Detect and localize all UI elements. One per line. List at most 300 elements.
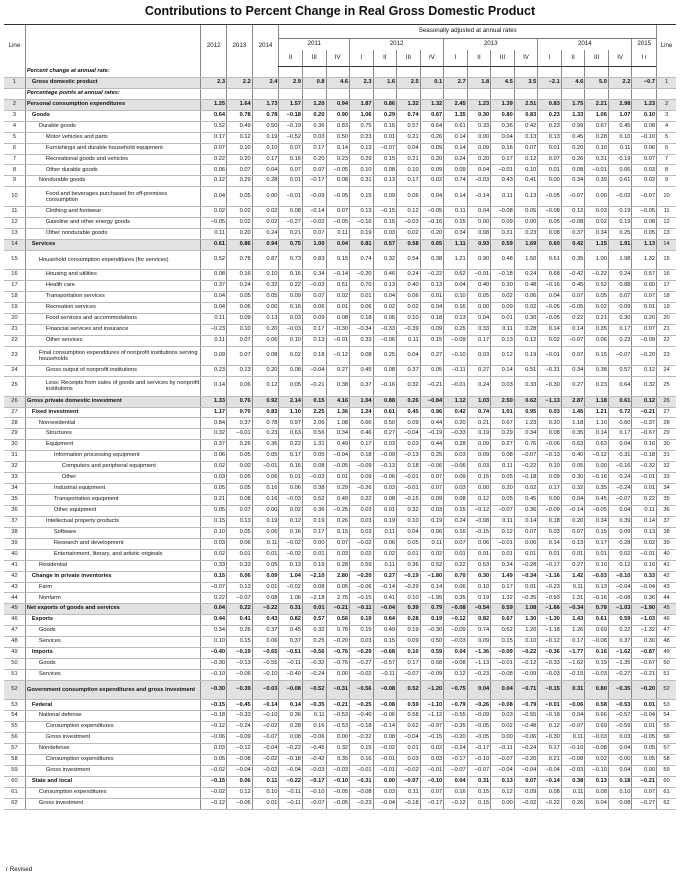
value-cell: 1.23 — [467, 99, 491, 110]
value-cell: 0.64 — [373, 615, 397, 626]
value-cell: −0.09 — [491, 648, 515, 659]
table-row — [4, 777, 676, 788]
value-cell: −0.23 — [538, 582, 562, 593]
value-cell: 0.00 — [467, 484, 491, 495]
value-cell: −0.05 — [585, 505, 609, 516]
value-cell: −0.04 — [491, 766, 515, 777]
row-line-number: 34 — [4, 484, 25, 495]
row-line-number-right: 61 — [657, 787, 676, 798]
row-label: Net exports of goods and services — [25, 604, 200, 615]
value-cell: −0.21 — [632, 777, 657, 788]
row-line-number: 20 — [4, 313, 25, 324]
value-cell: 0.14 — [538, 538, 562, 549]
value-cell: 0.37 — [201, 281, 227, 292]
table-row — [4, 462, 676, 473]
value-cell: 0.78 — [227, 250, 253, 270]
value-cell: 0.70 — [444, 571, 468, 582]
value-cell: 0.04 — [252, 165, 279, 176]
value-cell: −0.04 — [252, 744, 279, 755]
value-cell: 0.09 — [420, 324, 444, 335]
value-cell: 0.57 — [632, 270, 657, 281]
value-cell: 0.04 — [608, 440, 632, 451]
footnote: r Revised — [6, 866, 33, 873]
value-cell: −0.07 — [491, 505, 515, 516]
value-cell: 1.08 — [326, 418, 350, 429]
row-label: Entertainment, literary, and artistic originals — [25, 549, 200, 560]
value-cell: −0.08 — [279, 680, 303, 700]
value-cell: 0.01 — [397, 549, 421, 560]
row-line-number-right: 15 — [657, 250, 676, 270]
value-cell: −0.07 — [302, 798, 326, 809]
value-cell: 0.24 — [467, 377, 491, 397]
value-cell: −0.15 — [420, 733, 444, 744]
table-row — [4, 67, 676, 78]
row-line-number: 11 — [4, 206, 25, 217]
value-cell: 0.18 — [397, 462, 421, 473]
value-cell: −0.09 — [350, 462, 374, 473]
value-cell: 0.16 — [632, 440, 657, 451]
value-cell: 0.45 — [350, 366, 374, 377]
value-cell: 0.37 — [397, 366, 421, 377]
value-cell: 0.17 — [350, 440, 374, 451]
value-cell: −0.79 — [444, 700, 468, 711]
value-cell: 0.12 — [608, 560, 632, 571]
value-cell: 0.01 — [491, 313, 515, 324]
row-line-number: 17 — [4, 281, 25, 292]
value-cell: 0.07 — [227, 346, 253, 366]
value-cell: −0.33 — [227, 711, 253, 722]
value-cell: −0.02 — [350, 538, 374, 549]
row-line-number: 16 — [4, 270, 25, 281]
value-cell: 0.08 — [538, 228, 562, 239]
value-cell: 0.01 — [350, 291, 374, 302]
value-cell: 0.11 — [397, 787, 421, 798]
value-cell: −0.24 — [608, 484, 632, 495]
value-cell: 0.39 — [608, 516, 632, 527]
table-row — [4, 377, 676, 397]
value-cell: 0.58 — [585, 700, 609, 711]
value-cell: 4.6 — [326, 77, 350, 88]
table-row — [4, 495, 676, 506]
value-cell: 0.24 — [608, 473, 632, 484]
row-label: Research and development — [25, 538, 200, 549]
value-cell: 1.17 — [201, 407, 227, 418]
value-cell: −0.20 — [632, 346, 657, 366]
value-cell: 0.46 — [373, 270, 397, 281]
value-cell: 0.05 — [326, 582, 350, 593]
value-cell: 0.12 — [279, 516, 303, 527]
value-cell: 0.21 — [397, 154, 421, 165]
value-cell: 0.32 — [632, 377, 657, 397]
value-cell: −0.08 — [491, 206, 515, 217]
value-cell: 0.09 — [608, 302, 632, 313]
value-cell: 0.32 — [397, 505, 421, 516]
value-cell — [514, 67, 538, 78]
value-cell: 0.22 — [632, 495, 657, 506]
value-cell — [538, 67, 562, 78]
value-cell: 0.00 — [491, 733, 515, 744]
value-cell: 0.03 — [373, 228, 397, 239]
value-cell: 0.52 — [201, 121, 227, 132]
row-line-number: 42 — [4, 571, 25, 582]
quarter-header: I — [350, 50, 374, 67]
value-cell: −0.01 — [279, 187, 303, 207]
value-cell: 0.15 — [444, 505, 468, 516]
value-cell: −0.05 — [326, 165, 350, 176]
row-line-number-right: 24 — [657, 366, 676, 377]
value-cell: −0.53 — [608, 700, 632, 711]
value-cell: 0.05 — [585, 291, 609, 302]
value-cell: 0.22 — [227, 604, 253, 615]
value-cell: 0.18 — [420, 313, 444, 324]
value-cell: 0.08 — [491, 451, 515, 462]
value-cell: −0.07 — [608, 346, 632, 366]
value-cell: 0.03 — [632, 165, 657, 176]
value-cell: 0.07 — [632, 787, 657, 798]
row-line-number: 22 — [4, 335, 25, 346]
value-cell: −0.02 — [252, 755, 279, 766]
value-cell: 0.31 — [350, 176, 374, 187]
value-cell: −0.06 — [201, 733, 227, 744]
value-cell: 0.16 — [302, 722, 326, 733]
row-label: Government consumption expenditures and gross investment — [25, 680, 200, 700]
value-cell: 0.16 — [444, 787, 468, 798]
value-cell: −0.02 — [373, 744, 397, 755]
value-cell: 0.32 — [252, 281, 279, 292]
row-line-number: 23 — [4, 346, 25, 366]
value-cell: 0.04 — [561, 495, 585, 506]
value-cell: 0.01 — [444, 549, 468, 560]
value-cell: 0.19 — [420, 615, 444, 626]
row-line-number-right: 54 — [657, 711, 676, 722]
row-label: Imports — [25, 648, 200, 659]
value-cell: 0.11 — [420, 538, 444, 549]
value-cell: 0.05 — [252, 291, 279, 302]
value-cell: −1.03 — [632, 615, 657, 626]
table-row — [4, 670, 676, 681]
value-cell: 0.83 — [302, 250, 326, 270]
value-cell: 0.83 — [252, 407, 279, 418]
value-cell: −0.34 — [350, 324, 374, 335]
value-cell: 0.31 — [608, 451, 632, 462]
value-cell: 0.64 — [608, 377, 632, 397]
value-cell: 0.06 — [467, 538, 491, 549]
value-cell: 0.15 — [326, 250, 350, 270]
value-cell: 0.63 — [279, 429, 303, 440]
row-line-number-right: 22 — [657, 335, 676, 346]
table-row — [4, 659, 676, 670]
value-cell: 0.12 — [561, 206, 585, 217]
value-cell: 0.13 — [420, 281, 444, 292]
value-cell: 0.03 — [467, 346, 491, 366]
value-cell: 0.25 — [444, 324, 468, 335]
value-cell: −0.06 — [373, 711, 397, 722]
value-cell: 0.28 — [585, 132, 609, 143]
value-cell: 0.13 — [585, 582, 609, 593]
row-label: Furnishings and durable household equipment — [25, 143, 200, 154]
value-cell: 0.01 — [514, 549, 538, 560]
row-line-number-right: 48 — [657, 637, 676, 648]
value-cell: 0.10 — [467, 582, 491, 593]
value-cell: 1.21 — [444, 250, 468, 270]
row-label: Software — [25, 527, 200, 538]
value-cell — [279, 88, 303, 99]
value-cell: 0.08 — [608, 798, 632, 809]
row-line-number-right: 23 — [657, 346, 676, 366]
value-cell: 0.81 — [350, 239, 374, 250]
value-cell: 0.24 — [252, 228, 279, 239]
value-cell: 0.64 — [201, 110, 227, 121]
table-row — [4, 440, 676, 451]
value-cell: 0.20 — [252, 324, 279, 335]
value-cell: −0.07 — [608, 495, 632, 506]
value-cell: 0.50 — [326, 132, 350, 143]
value-cell: 0.01 — [252, 798, 279, 809]
value-cell: 0.36 — [632, 593, 657, 604]
row-line-number-right: 49 — [657, 648, 676, 659]
value-cell: −0.22 — [514, 462, 538, 473]
row-line-number-right: 14 — [657, 239, 676, 250]
value-cell: −0.09 — [227, 733, 253, 744]
row-line-number: 40 — [4, 549, 25, 560]
table-row — [4, 88, 676, 99]
value-cell: 0.09 — [302, 313, 326, 324]
value-cell: 0.32 — [397, 377, 421, 397]
value-cell: 0.02 — [279, 346, 303, 366]
row-line-number: 29 — [4, 429, 25, 440]
value-cell: 0.03 — [397, 755, 421, 766]
value-cell — [350, 67, 374, 78]
row-line-number: 61 — [4, 787, 25, 798]
value-cell: 0.58 — [397, 711, 421, 722]
table-row — [4, 99, 676, 110]
row-label: Gross investment — [25, 733, 200, 744]
value-cell: 0.61 — [373, 407, 397, 418]
value-cell: −0.08 — [444, 659, 468, 670]
value-cell: 0.04 — [467, 313, 491, 324]
value-cell: −0.01 — [373, 755, 397, 766]
value-cell: 0.08 — [326, 176, 350, 187]
value-cell: −0.08 — [227, 755, 253, 766]
value-cell: −0.40 — [201, 648, 227, 659]
row-line-number-right: 43 — [657, 582, 676, 593]
value-cell: 0.15 — [585, 346, 609, 366]
value-cell: 0.84 — [201, 418, 227, 429]
value-cell: −1.10 — [420, 700, 444, 711]
value-cell: 0.26 — [397, 396, 421, 407]
value-cell: −0.02 — [279, 538, 303, 549]
value-cell: 0.07 — [561, 291, 585, 302]
value-cell: 0.13 — [350, 143, 374, 154]
value-cell: 0.22 — [201, 593, 227, 604]
value-cell: 0.92 — [252, 396, 279, 407]
value-cell: 0.03 — [538, 527, 562, 538]
value-cell: 0.45 — [608, 121, 632, 132]
value-cell: 0.13 — [373, 281, 397, 292]
value-cell: 0.17 — [491, 582, 515, 593]
value-cell — [252, 67, 279, 78]
value-cell: 0.04 — [397, 143, 421, 154]
row-line-number: 53 — [4, 700, 25, 711]
value-cell: 0.02 — [585, 755, 609, 766]
value-cell: 0.90 — [326, 110, 350, 121]
value-cell: 0.02 — [397, 228, 421, 239]
value-cell: 0.04 — [561, 711, 585, 722]
value-cell: 0.15 — [585, 527, 609, 538]
row-line-number: 3 — [4, 110, 25, 121]
row-label: Food and beverages purchased for off-premises consumption — [25, 187, 200, 207]
row-label: Information processing equipment — [25, 451, 200, 462]
row-line-number-right: 34 — [657, 484, 676, 495]
value-cell: 0.13 — [514, 187, 538, 207]
value-cell: −0.12 — [444, 615, 468, 626]
value-cell: 0.02 — [585, 302, 609, 313]
row-line-number: 50 — [4, 659, 25, 670]
row-label: Gross private domestic investment — [25, 396, 200, 407]
value-cell: −0.02 — [252, 766, 279, 777]
value-cell: −0.15 — [201, 777, 227, 788]
value-cell: 0.01 — [585, 549, 609, 560]
value-cell — [491, 67, 515, 78]
value-cell: 1.18 — [585, 396, 609, 407]
value-cell: 0.07 — [514, 143, 538, 154]
value-cell: 0.52 — [420, 560, 444, 571]
row-line-number — [4, 88, 25, 99]
quarter-header: IV — [326, 50, 350, 67]
value-cell: −0.17 — [420, 798, 444, 809]
value-cell: −0.15 — [467, 527, 491, 538]
value-cell: 2.25 — [302, 407, 326, 418]
value-cell: 1.21 — [585, 407, 609, 418]
value-cell — [467, 88, 491, 99]
value-cell: −0.12 — [538, 637, 562, 648]
value-cell: 0.31 — [561, 680, 585, 700]
value-cell: 0.06 — [201, 451, 227, 462]
value-cell: −0.02 — [252, 722, 279, 733]
row-label: Change in private inventories — [25, 571, 200, 582]
value-cell: 1.23 — [632, 99, 657, 110]
value-cell: −1.62 — [608, 648, 632, 659]
row-label: Percentage points at annual rates: — [25, 88, 200, 99]
value-cell: 0.44 — [201, 615, 227, 626]
value-cell: 0.09 — [279, 291, 303, 302]
value-cell: −0.10 — [632, 132, 657, 143]
value-cell: 0.22 — [279, 281, 303, 292]
value-cell: 0.36 — [491, 121, 515, 132]
value-cell: 0.01 — [279, 176, 303, 187]
value-cell: −0.08 — [373, 700, 397, 711]
value-cell: 0.17 — [608, 429, 632, 440]
value-cell: 0.14 — [420, 582, 444, 593]
value-cell: 0.46 — [350, 429, 374, 440]
row-line-number-right — [657, 67, 676, 78]
value-cell: 2.06 — [302, 418, 326, 429]
value-cell: 0.00 — [252, 187, 279, 207]
value-cell: 0.57 — [608, 366, 632, 377]
value-cell: 0.07 — [514, 777, 538, 788]
value-cell: 0.27 — [467, 366, 491, 377]
value-cell: 0.03 — [397, 440, 421, 451]
value-cell: −0.23 — [467, 670, 491, 681]
value-cell: 0.07 — [302, 291, 326, 302]
row-line-number: 37 — [4, 516, 25, 527]
row-line-number-right: 16 — [657, 270, 676, 281]
value-cell: −0.76 — [326, 648, 350, 659]
value-cell: 0.02 — [514, 302, 538, 313]
value-cell: −0.93 — [538, 593, 562, 604]
row-line-number: 45 — [4, 604, 25, 615]
row-label: Gross investment — [25, 766, 200, 777]
value-cell: 0.10 — [514, 165, 538, 176]
value-cell: 0.09 — [227, 313, 253, 324]
value-cell: −0.20 — [444, 733, 468, 744]
table-row — [4, 302, 676, 313]
value-cell: 0.22 — [561, 313, 585, 324]
value-cell: −0.15 — [373, 206, 397, 217]
value-cell: 0.16 — [444, 527, 468, 538]
value-cell: 0.08 — [373, 165, 397, 176]
value-cell: −0.15 — [350, 593, 374, 604]
value-cell: 0.09 — [397, 637, 421, 648]
value-cell: 0.13 — [373, 176, 397, 187]
value-cell: 0.23 — [350, 132, 374, 143]
value-cell: −0.06 — [538, 440, 562, 451]
value-cell — [561, 67, 585, 78]
value-cell: 0.86 — [227, 239, 253, 250]
value-cell: 0.15 — [467, 798, 491, 809]
value-cell: 1.73 — [252, 99, 279, 110]
value-cell: 0.21 — [397, 132, 421, 143]
value-cell: −0.10 — [420, 777, 444, 788]
value-cell: 1.25 — [201, 99, 227, 110]
value-cell: 0.18 — [350, 451, 374, 462]
value-cell: 0.17 — [302, 143, 326, 154]
value-cell: 0.05 — [491, 473, 515, 484]
value-cell: 0.49 — [373, 626, 397, 637]
quarter-header: I — [444, 50, 468, 67]
value-cell — [326, 88, 350, 99]
value-cell: −1.18 — [538, 626, 562, 637]
value-cell: 0.11 — [444, 206, 468, 217]
value-cell: −0.01 — [420, 766, 444, 777]
value-cell: −0.30 — [538, 377, 562, 397]
quarter-header: I — [538, 50, 562, 67]
value-cell: −0.19 — [397, 571, 421, 582]
table-row — [4, 626, 676, 637]
row-line-number: 1 — [4, 77, 25, 88]
row-line-number-right: 47 — [657, 626, 676, 637]
row-label: Nondurable goods — [25, 176, 200, 187]
value-cell: 0.08 — [279, 206, 303, 217]
value-cell: 0.50 — [373, 418, 397, 429]
value-cell: −0.16 — [373, 377, 397, 397]
row-line-number: 39 — [4, 538, 25, 549]
value-cell: 0.20 — [491, 484, 515, 495]
value-cell: 2.14 — [279, 396, 303, 407]
quarter-header: III — [397, 50, 421, 67]
value-cell: 0.15 — [373, 154, 397, 165]
value-cell: −0.09 — [373, 451, 397, 462]
value-cell: 0.10 — [585, 143, 609, 154]
value-cell: 0.09 — [467, 440, 491, 451]
value-cell: 1.39 — [491, 99, 515, 110]
value-cell: 0.49 — [326, 440, 350, 451]
value-cell: −0.06 — [227, 798, 253, 809]
value-cell: 0.15 — [444, 217, 468, 228]
value-cell: 0.24 — [514, 270, 538, 281]
value-cell: −0.34 — [514, 571, 538, 582]
value-cell: −0.16 — [585, 473, 609, 484]
